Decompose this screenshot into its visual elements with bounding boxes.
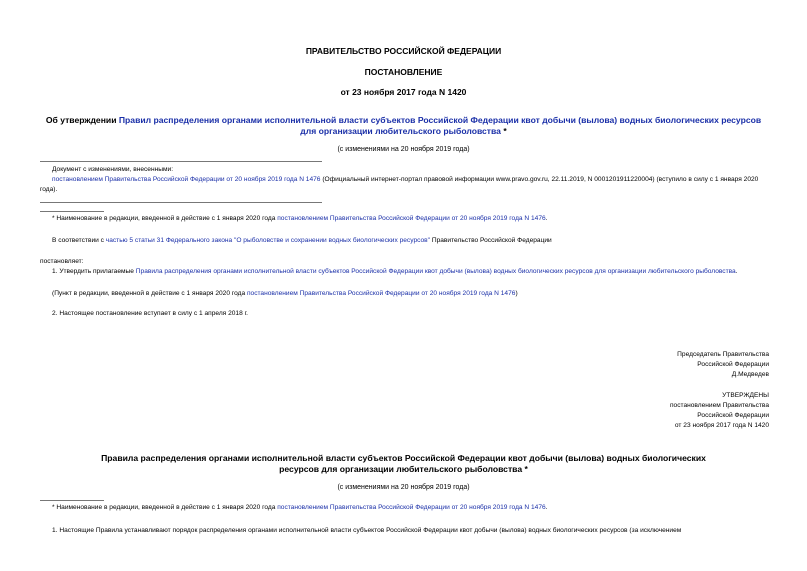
divider	[40, 161, 322, 162]
item-1-prefix: 1. Утвердить прилагаемые	[52, 268, 136, 275]
document-type: ПОСТАНОВЛЕНИЕ	[364, 67, 443, 77]
item-1-note	[52, 289, 518, 299]
footnote-divider	[40, 211, 104, 212]
amendments-text	[40, 175, 767, 194]
item-1-link[interactable]: Правила распределения органами исполнительной власти субъектов Российской Федерации квот добычи (вылова) водных биологических ресурсов для организации любительского рыболовства	[135, 268, 736, 275]
title-suffix: *	[500, 126, 507, 136]
rules-item-1: 1. Настоящие Правила устанавливают порядок распределения органами исполнительной власти субъектов Российской Федерации квот добычи (вылова) водных биологических ресурсов (за исключением	[52, 527, 682, 534]
footnote-2	[52, 503, 548, 513]
footnote-2-end: .	[545, 504, 548, 511]
footnote-2-text: * Наименование в редакции, введенной в действие с 1 января 2020 года	[52, 504, 278, 511]
amendments-heading: Документ с изменениями, внесенными:	[52, 166, 174, 173]
footnote-divider	[40, 500, 104, 501]
footnote-1-end: .	[545, 215, 548, 222]
divider	[40, 202, 322, 203]
document-title	[40, 115, 767, 137]
basis-suffix: Правительство Российской Федерации	[430, 237, 552, 244]
footnote-2-link[interactable]: постановлением Правительства Российской Федерации от 20 ноября 2019 года N 1476	[277, 504, 546, 511]
title-prefix: Об утверждении	[45, 115, 119, 125]
title-link[interactable]: Правил распределения органами исполнительной власти субъектов Российской Федерации квот добычи (вылова) водных биологических ресурсов для организации любительского рыболовства	[118, 115, 762, 136]
changes-note: (с изменениями на 20 ноября 2019 года)	[337, 146, 470, 153]
footnote-1-text: * Наименование в редакции, введенной в действие с 1 января 2020 года	[52, 215, 278, 222]
footnote-1-link[interactable]: постановлением Правительства Российской Федерации от 20 ноября 2019 года N 1476	[277, 215, 546, 222]
approved-label: УТВЕРЖДЕНЫ	[722, 392, 769, 399]
item-1-note-prefix: (Пункт в редакции, введенной в действие с 1 января 2020 года	[52, 290, 247, 297]
document-date: от 23 ноября 2017 года N 1420	[340, 87, 467, 97]
signature-country: Российской Федерации	[697, 361, 769, 368]
basis-link[interactable]: частью 5 статьи 31 Федерального закона "О рыболовстве и сохранении водных биологических ресурсов"	[105, 237, 430, 244]
basis-prefix: В соответствии с	[52, 237, 106, 244]
legal-basis	[52, 236, 552, 246]
item-1	[40, 267, 767, 277]
decrees-word: постановляет:	[40, 258, 84, 265]
approved-by: постановлением Правительства	[669, 402, 769, 409]
amendment-link[interactable]: постановлением Правительства Российской Федерации от 20 ноября 2019 года N 1476	[52, 176, 321, 183]
item-1-note-suffix: )	[515, 290, 518, 297]
item-1-suffix: .	[735, 268, 738, 275]
footnote-1	[52, 214, 548, 224]
signature-name: Д.Медведев	[731, 371, 769, 378]
item-1-note-link[interactable]: постановлением Правительства Российской Федерации от 20 ноября 2019 года N 1476	[246, 290, 516, 297]
rules-title: Правила распределения органами исполнительной власти субъектов Российской Федерации квот добычи (вылова) водных биологических ресурсов для организации любительского рыболовства *	[101, 453, 706, 474]
approved-country: Российской Федерации	[697, 412, 769, 419]
item-2: 2. Настоящее постановление вступает в силу с 1 апреля 2018 г.	[52, 310, 249, 317]
signature-title: Председатель Правительства	[677, 351, 769, 358]
amendment-rest: (Официальный интернет-портал правовой информации www.pravo.gov.ru, 22.11.2019, N 0001201911220004) (вступило в силу с 1 января 2020 года).	[40, 176, 759, 193]
rules-changes-note: (с изменениями на 20 ноября 2019 года)	[337, 484, 470, 491]
approved-date: от 23 ноября 2017 года N 1420	[674, 422, 769, 429]
government-name: ПРАВИТЕЛЬСТВО РОССИЙСКОЙ ФЕДЕРАЦИИ	[305, 46, 502, 56]
